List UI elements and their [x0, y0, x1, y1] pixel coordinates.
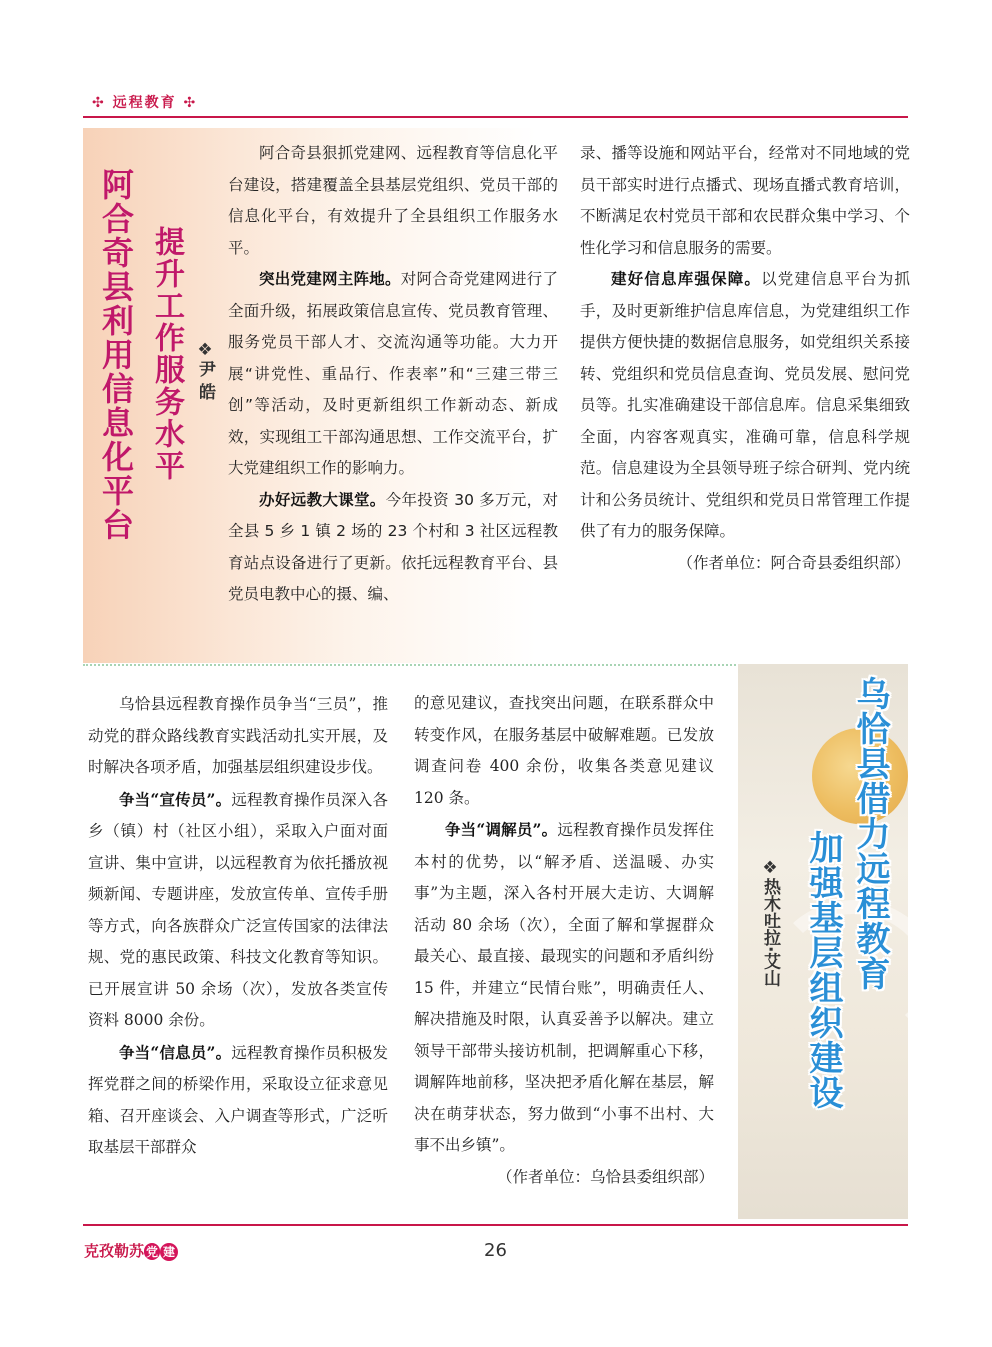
article1-subtitle: 提升工作服务水平	[149, 226, 184, 482]
paragraph: 乌恰县远程教育操作员争当“三员”，推动党的群众路线教育实践活动扎实开展，及时解决各项矛盾，加强基层组织建设步伐。	[88, 695, 388, 776]
section-header	[92, 92, 197, 112]
paragraph-lead: 突出党建网主阵地。	[259, 270, 401, 288]
article1-column-2	[580, 138, 910, 579]
article1-author: ❖尹 皓	[195, 340, 215, 400]
article2-author: ❖热木吐拉·艾山	[760, 858, 780, 987]
author-unit: （作者单位：阿合奇县委组织部）	[677, 553, 910, 572]
page-number: 26	[484, 1240, 507, 1261]
section-label: ✣ 远程教育 ✣	[92, 95, 198, 111]
paragraph: 突出党建网主阵地。对阿合奇党建网进行了全面升级，拓展政策信息宣传、党员教育管理、服务党员干部人才、交流沟通等功能。大力开展“讲党性、重品行、作表率”和“三建三带三创”等活动，及时更新组织工作新动态、新成效，实现组工干部沟通思想、工作交流平台，扩大党建组织工作的影响力。	[228, 270, 558, 477]
magazine-brand	[84, 1240, 178, 1261]
paragraph-lead: 建好信息库强保障。	[611, 270, 762, 288]
paragraph: 阿合奇县狠抓党建网、远程教育等信息化平台建设，搭建覆盖全县基层党组织、党员干部的信息化平台，有效提升了全县组织工作服务水平。	[228, 144, 558, 257]
article2-column-2	[414, 688, 714, 1193]
paragraph: 建好信息库强保障。以党建信息平台为抓手，及时更新维护信息库信息，为党建组织工作提供方便快捷的数据信息服务，如党组织关系接转、党组织和党员信息查询、党员发展、慰问党员等。扎实准确建设干部信息库。信息采集细致全面，内容客观真实，准确可靠，信息科学规范。信息建设为全县领导班子综合研判、党内统计和公务员统计、党组织和党员日常管理工作提供了有力的服务保障。	[580, 270, 910, 540]
brand-dang: 党	[146, 1245, 159, 1259]
paragraph-lead: 争当“调解员”。	[445, 820, 558, 839]
article2-title: 乌恰县借力远程教育	[850, 676, 890, 991]
brand-jian: 建	[160, 1243, 178, 1261]
article1-title: 阿合奇县利用信息化平台	[97, 168, 135, 542]
paragraph-lead: 争当“信息员”。	[119, 1042, 232, 1062]
paragraph: 办好远教大课堂。今年投资 30 多万元，对全县 5 乡 1 镇 2 场的 23 个村和 3 社区远程教育站点设备进行了更新。依托远程教育平台、县党员电教中心的摄、编、	[228, 490, 558, 603]
paragraph: 录、播等设施和网站平台，经常对不同地域的党员干部实时进行点播式、现场直播式教育培训，不断满足农村党员干部和农民群众集中学习、个性化学习和信息服务的需要。	[580, 144, 910, 257]
header-divider	[83, 116, 908, 118]
article1-column-1	[228, 138, 558, 611]
article2-subtitle: 加强基层组织建设	[803, 830, 843, 1110]
brand-text: 克孜勒苏	[84, 1242, 145, 1260]
paragraph: 争当“信息员”。远程教育操作员积极发挥党群之间的桥梁作用，采取设立征求意见箱、召开座谈会、入户调查等形式，广泛听取基层干部群众	[88, 1042, 388, 1156]
article2-column-1	[88, 688, 388, 1164]
paragraph-lead: 办好远教大课堂。	[259, 490, 386, 509]
paragraph: 争当“宣传员”。远程教育操作员深入各乡（镇）村（社区小组），采取入户面对面宣讲、集中宣讲，以远程教育为依托播放视频新闻、专题讲座，发放宣传单、宣传手册等方式，向各族群众广泛宣传国家的法律法规、党的惠民政策、科技文化教育等知识。已开展宣讲 50 余场（次），发放各类宣传资料 8000 余份。	[88, 789, 388, 1029]
paragraph-lead: 争当“宣传员”。	[119, 789, 232, 809]
paragraph: 的意见建议，查找突出问题，在联系群众中转变作风，在服务基层中破解难题。已发放调查问卷 400 余份，收集各类意见建议 120 条。	[414, 694, 714, 807]
footer-divider	[83, 1224, 908, 1226]
paragraph: 争当“调解员”。远程教育操作员发挥住本村的优势，以“解矛盾、送温暖、办实事”为主题，深入各村开展大走访、大调解活动 80 余场（次），全面了解和掌握群众最关心、最直接、最现实的问题和矛盾纠纷 15 件，并建立“民情台账”，明确责任人、解决措施及时限，认真妥善予以解决。建立领导干部带头接访机制，把调解重心下移，调解阵地前移，坚决把矛盾化解在基层，解决在萌芽状态，努力做到“小事不出村、大事不出乡镇”。	[414, 820, 714, 1154]
author-unit: （作者单位：乌恰县委组织部）	[496, 1167, 714, 1186]
